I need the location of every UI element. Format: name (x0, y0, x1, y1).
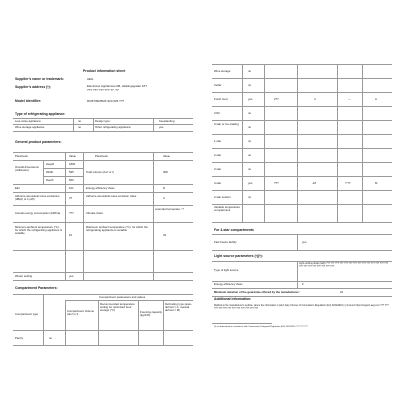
type-cell: Low-noise appliance: (15, 119, 42, 123)
compartment-col-header: Freezing capacity (kg/24h) (140, 310, 162, 318)
param-value: 10 (69, 233, 73, 237)
supplier-name-value: AEG (87, 77, 94, 81)
compartment-present: no (248, 111, 252, 115)
compartment-name: Pantry (15, 336, 24, 340)
param-value: 101 (69, 186, 74, 190)
compartment-defrost: M (375, 181, 378, 185)
compartment-name: 0-star or ice-making (214, 122, 239, 126)
compartment-present: no (248, 125, 252, 129)
param-value: 37 (69, 196, 73, 200)
compartment-defrost: A (375, 97, 377, 101)
additional-heading: Additional information: (214, 297, 252, 301)
compartment-present: no (248, 153, 252, 157)
type-cell: freestanding (159, 119, 175, 123)
param-label: Annual energy consumption (kWh/a) (15, 211, 61, 215)
general-heading: General product parameters: (15, 140, 62, 144)
compartment-present: yes (248, 181, 253, 185)
compartment-name: 2-star (214, 153, 222, 157)
guarantee-value: 24 (340, 290, 344, 294)
type-cell: no (78, 119, 82, 123)
sheet-title: Product information sheet (83, 69, 126, 73)
dimension-label: Height (46, 162, 55, 166)
dimension-value: 595 (69, 170, 74, 174)
type-cell: Wine storage appliance: (15, 125, 46, 129)
param-label: EEI (15, 186, 20, 190)
compartment-present: no (248, 139, 252, 143)
param-label: Winter setting (15, 274, 33, 278)
param-label: Minimum ambient temperature (°C), for which the refrigerating appliance is suitable (15, 225, 63, 236)
param-label: Climate class: (86, 211, 104, 215)
additional-text: Weblink to the manufacturer's website, where the information in point 4(a) of Annex of Commission Regulation (EU) 2019/2019 (ᶜ) is found: https://support.aeg.com ??? ??? ??? ??? ??? ??? ??? ??? ??? ??? ??? ??? (214, 305, 389, 310)
compartment-group-header: Compartment parameters and values (99, 295, 146, 299)
light-class-value: F (302, 282, 304, 286)
type-cell: yes (159, 125, 164, 129)
param-value: yes (69, 274, 74, 278)
param-label: Airborne acoustical noise emissions (dB(A) re 1 pW) (15, 194, 60, 202)
param-value: D (163, 186, 166, 190)
supplier-address-line-1: Electrolux Appliances AB, Hälsingegatan 16? (87, 84, 147, 88)
compartment-present: no (248, 195, 252, 199)
compartment-temp: -18 (312, 181, 317, 185)
compartment-present: no (248, 83, 252, 87)
compartment-col-header: Compartment Volume (dm³ or l) (67, 309, 95, 317)
compartment-present: no (248, 69, 252, 73)
footnote: (ᵃ) as determined in accordance with Commission Delegated Regulation (EU) 2019/2015 ??? ??? ??? (214, 326, 308, 328)
guarantee-label: Minimum duration of the guarantee offered by the manufacturer: (214, 290, 300, 294)
supplier-address-label: Supplier's address (ᵇ): (15, 85, 51, 89)
light-class-label: Energy efficiency class (214, 282, 243, 286)
model-value: RCB736D5MX 920 025 ??? (87, 99, 125, 103)
type-cell: Design type: (95, 119, 111, 123)
type-cell: Other refrigerating appliance: (95, 125, 132, 129)
compartment-freezing: — (348, 97, 351, 101)
compartment-name: Fresh food (214, 97, 228, 101)
right-page (212, 0, 392, 404)
general-header: Parameter (15, 154, 29, 158)
param-value: ??? (69, 211, 74, 215)
compartment-name: Chill (214, 111, 220, 115)
param-value: 368 (163, 170, 168, 174)
compartment-temp: 4 (314, 97, 316, 101)
general-header: Value (69, 154, 76, 158)
light-type-label: Type of light source (214, 268, 239, 272)
left-page (13, 0, 193, 404)
compartment-name: 3-star (214, 167, 222, 171)
compartment-volume: ??? (274, 181, 279, 185)
compartment-col-header: Defrosting type (auto-defrost = A, manual defrost = M) (165, 302, 192, 313)
compartment-col-header: Compartment type (15, 312, 39, 316)
param-label: Energy efficiency class (86, 186, 115, 190)
supplier-name-label: Supplier's name or trademark: (15, 77, 64, 81)
fast-freeze-label: Fast freeze facility (214, 240, 237, 244)
compartment-freezing: ?.?? (345, 181, 351, 185)
param-value: C (163, 196, 166, 200)
compartment-present: no (248, 167, 252, 171)
compartment-present: no (49, 336, 53, 340)
type-cell: no (78, 125, 82, 129)
param-label: Airborne acoustical noise emission class (86, 194, 137, 198)
compartment-name: Variable temperature compartment (214, 205, 240, 213)
dimension-value: 650 (69, 178, 74, 182)
compartment-name: 4-star (214, 181, 222, 185)
general-header: Value (163, 154, 170, 158)
param-value: extended temperate / ? (155, 207, 184, 211)
general-header: Parameter (95, 154, 109, 158)
dimensions-label: Overall dimensions (millimetre) (15, 165, 39, 173)
dimension-label: Depth (46, 178, 54, 182)
compartment-volume: 2?? (274, 97, 279, 101)
model-label: Model identifier: (15, 99, 42, 103)
compartment-name: 1-star (214, 139, 222, 143)
type-heading: Type of refrigerating appliance: (15, 112, 66, 116)
fast-freeze-value: yes (302, 240, 307, 244)
param-label: Total volume (dm³ or l) (86, 170, 114, 174)
four-star-heading: For 4-star compartments (214, 228, 254, 232)
compartment-heading: Compartment Parameters: (15, 286, 58, 290)
compartment-name: Wine storage (214, 69, 231, 73)
compartment-present: yes (248, 97, 253, 101)
param-label: Maximum ambient temperature (°C), for which the refrigerating appliance is suitable (86, 225, 148, 233)
dimension-label: Width (46, 170, 54, 174)
light-heading: Light source parameters (ᵃ)(ᵇ): (214, 254, 263, 258)
compartment-col-header: Recommended temperature setting for optimised food storage (°C) (100, 302, 135, 313)
param-value: 43 (163, 233, 167, 237)
compartment-name: Cellar (214, 83, 222, 87)
compartment-name: 2-star section (214, 195, 231, 199)
supplier-address-line-2: ??? ??? ??? ??? ??, ?? (87, 88, 119, 92)
dimension-value: 1860 (69, 162, 76, 166)
light-type-value: Light emitting diode (LED) ??? ??? ??? ??? ??? ??? ??? ??? ??? ??? ??? ??? ??? ??? ??? ??? ??? ??? ??? ??? ??? ??? (299, 263, 389, 268)
